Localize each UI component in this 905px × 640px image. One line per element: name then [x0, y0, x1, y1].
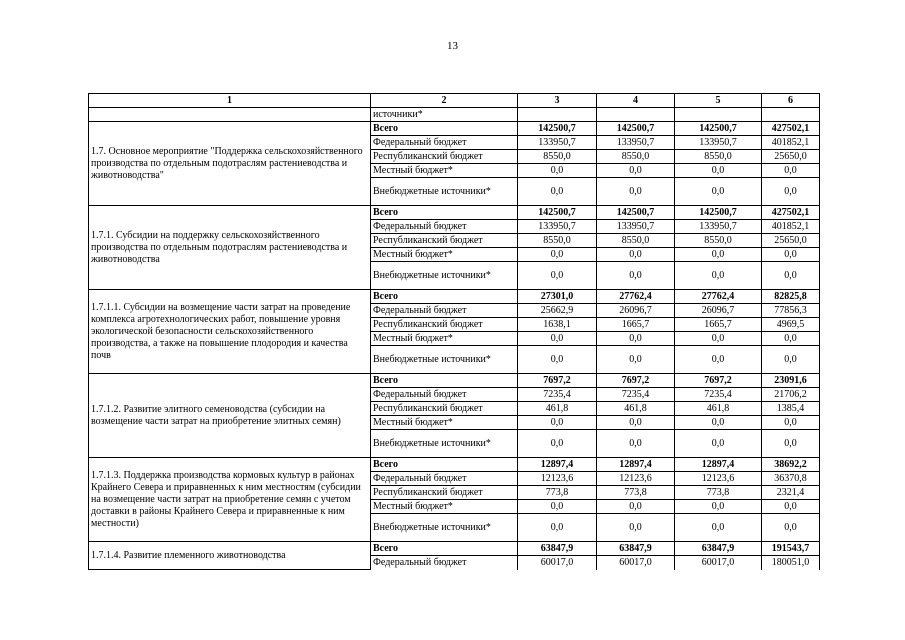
value-cell: 8550,0 [675, 150, 762, 164]
value-cell: 7697,2 [597, 374, 675, 388]
value-cell: 427502,1 [762, 122, 820, 136]
value-cell: 0,0 [762, 164, 820, 178]
value-cell: 0,0 [518, 164, 597, 178]
value-cell: 142500,7 [518, 122, 597, 136]
funding-source-cell: Внебюджетные источники* [371, 514, 518, 542]
value-cell: 0,0 [675, 514, 762, 542]
table-row [89, 122, 820, 136]
value-cell: 27762,4 [675, 290, 762, 304]
value-cell [675, 108, 762, 122]
value-cell: 25662,9 [518, 304, 597, 318]
value-cell: 38692,2 [762, 458, 820, 472]
value-cell: 0,0 [518, 346, 597, 374]
value-cell: 1638,1 [518, 318, 597, 332]
value-cell: 7235,4 [518, 388, 597, 402]
value-cell: 0,0 [675, 178, 762, 206]
activity-name-cell: 1.7.1.3. Поддержка производства кормовых культур в районах Крайнего Севера и приравненных к ним местностям (субсидии на возмещение части затрат на приобретение семян с учетом доставки в районы Крайнего Севера и приравненные к ним местности) [89, 458, 371, 542]
value-cell: 133950,7 [675, 220, 762, 234]
value-cell: 60017,0 [675, 556, 762, 570]
table-row [89, 542, 820, 556]
value-cell [597, 108, 675, 122]
activity-name-cell: 1.7.1. Субсидии на поддержку сельскохозяйственного производства по отдельным подотраслям растениеводства и животноводства [89, 206, 371, 290]
value-cell: 142500,7 [597, 122, 675, 136]
table-body [89, 108, 820, 570]
value-cell: 0,0 [597, 346, 675, 374]
value-cell: 0,0 [762, 500, 820, 514]
value-cell: 0,0 [597, 164, 675, 178]
value-cell: 63847,9 [675, 542, 762, 556]
funding-source-cell: Федеральный бюджет [371, 304, 518, 318]
value-cell: 401852,1 [762, 136, 820, 150]
value-cell: 12123,6 [675, 472, 762, 486]
funding-source-cell: Федеральный бюджет [371, 472, 518, 486]
funding-source-cell: Федеральный бюджет [371, 556, 518, 570]
table-row [89, 290, 820, 304]
funding-source-cell: Местный бюджет* [371, 332, 518, 346]
value-cell: 0,0 [675, 346, 762, 374]
value-cell: 0,0 [597, 514, 675, 542]
value-cell: 1665,7 [597, 318, 675, 332]
funding-source-cell: Федеральный бюджет [371, 220, 518, 234]
value-cell: 133950,7 [518, 136, 597, 150]
funding-source-cell: Республиканский бюджет [371, 486, 518, 500]
value-cell: 133950,7 [518, 220, 597, 234]
value-cell: 21706,2 [762, 388, 820, 402]
funding-source-cell: Местный бюджет* [371, 164, 518, 178]
value-cell: 142500,7 [597, 206, 675, 220]
value-cell: 0,0 [518, 430, 597, 458]
value-cell: 7235,4 [675, 388, 762, 402]
funding-source-cell: Федеральный бюджет [371, 136, 518, 150]
funding-source-cell: Республиканский бюджет [371, 234, 518, 248]
value-cell: 0,0 [762, 346, 820, 374]
column-header: 2 [371, 94, 518, 108]
value-cell: 4969,5 [762, 318, 820, 332]
funding-source-cell: Местный бюджет* [371, 248, 518, 262]
funding-source-cell: Всего [371, 206, 518, 220]
value-cell: 0,0 [762, 178, 820, 206]
value-cell: 773,8 [675, 486, 762, 500]
funding-source-cell: Республиканский бюджет [371, 150, 518, 164]
value-cell: 12897,4 [597, 458, 675, 472]
budget-table [88, 93, 820, 570]
funding-source-cell: Внебюджетные источники* [371, 430, 518, 458]
value-cell: 77856,3 [762, 304, 820, 318]
value-cell: 25650,0 [762, 150, 820, 164]
value-cell: 27301,0 [518, 290, 597, 304]
value-cell: 0,0 [518, 178, 597, 206]
value-cell: 60017,0 [597, 556, 675, 570]
value-cell: 12123,6 [597, 472, 675, 486]
table-row [89, 374, 820, 388]
value-cell: 8550,0 [597, 150, 675, 164]
funding-source-cell: Внебюджетные источники* [371, 346, 518, 374]
activity-name-cell: 1.7.1.1. Субсидии на возмещение части затрат на проведение комплекса агротехнологических работ, повышение уровня экологической безопасности сельскохозяйственного производства, а также на повышение плодородия и качества почв [89, 290, 371, 374]
value-cell: 1665,7 [675, 318, 762, 332]
value-cell: 427502,1 [762, 206, 820, 220]
value-cell: 23091,6 [762, 374, 820, 388]
funding-source-cell: Всего [371, 458, 518, 472]
value-cell: 0,0 [518, 248, 597, 262]
value-cell: 461,8 [518, 402, 597, 416]
header-row [89, 94, 820, 108]
value-cell: 0,0 [518, 416, 597, 430]
value-cell: 12897,4 [675, 458, 762, 472]
column-header: 4 [597, 94, 675, 108]
funding-source-cell: Федеральный бюджет [371, 388, 518, 402]
value-cell: 2321,4 [762, 486, 820, 500]
column-header: 3 [518, 94, 597, 108]
value-cell: 8550,0 [675, 234, 762, 248]
value-cell: 0,0 [762, 332, 820, 346]
activity-name-cell: 1.7.1.4. Развитие племенного животноводства [89, 542, 371, 570]
value-cell: 0,0 [518, 262, 597, 290]
value-cell: 0,0 [597, 248, 675, 262]
value-cell: 0,0 [675, 416, 762, 430]
funding-source-cell: источники* [371, 108, 518, 122]
value-cell: 773,8 [597, 486, 675, 500]
continuation-row [89, 108, 820, 122]
value-cell: 142500,7 [675, 122, 762, 136]
value-cell: 0,0 [675, 262, 762, 290]
value-cell: 191543,7 [762, 542, 820, 556]
funding-source-cell: Местный бюджет* [371, 416, 518, 430]
value-cell: 60017,0 [518, 556, 597, 570]
value-cell: 82825,8 [762, 290, 820, 304]
activity-name-cell: 1.7. Основное мероприятие "Поддержка сельскохозяйственного производства по отдельным подотраслям растениеводства и животноводства" [89, 122, 371, 206]
funding-source-cell: Всего [371, 290, 518, 304]
funding-source-cell: Всего [371, 542, 518, 556]
value-cell: 7697,2 [518, 374, 597, 388]
value-cell: 0,0 [597, 332, 675, 346]
value-cell: 8550,0 [597, 234, 675, 248]
value-cell: 0,0 [518, 332, 597, 346]
value-cell: 12897,4 [518, 458, 597, 472]
value-cell [762, 108, 820, 122]
value-cell: 461,8 [675, 402, 762, 416]
funding-source-cell: Республиканский бюджет [371, 402, 518, 416]
column-header: 6 [762, 94, 820, 108]
value-cell: 0,0 [675, 430, 762, 458]
value-cell: 7235,4 [597, 388, 675, 402]
value-cell: 0,0 [518, 514, 597, 542]
activity-name-cell [89, 108, 371, 122]
value-cell: 0,0 [597, 500, 675, 514]
activity-name-cell: 1.7.1.2. Развитие элитного семеноводства (субсидии на возмещение части затрат на приобретение элитных семян) [89, 374, 371, 458]
value-cell: 133950,7 [675, 136, 762, 150]
value-cell: 0,0 [762, 514, 820, 542]
value-cell: 0,0 [762, 248, 820, 262]
funding-source-cell: Республиканский бюджет [371, 318, 518, 332]
value-cell: 0,0 [762, 430, 820, 458]
value-cell: 27762,4 [597, 290, 675, 304]
value-cell [518, 108, 597, 122]
table-row [89, 206, 820, 220]
page-number: 13 [447, 40, 458, 52]
value-cell: 63847,9 [597, 542, 675, 556]
value-cell: 133950,7 [597, 136, 675, 150]
value-cell: 0,0 [675, 164, 762, 178]
value-cell: 8550,0 [518, 234, 597, 248]
value-cell: 0,0 [597, 430, 675, 458]
value-cell: 142500,7 [518, 206, 597, 220]
value-cell: 461,8 [597, 402, 675, 416]
value-cell: 25650,0 [762, 234, 820, 248]
value-cell: 0,0 [762, 262, 820, 290]
funding-source-cell: Всего [371, 374, 518, 388]
value-cell: 1385,4 [762, 402, 820, 416]
value-cell: 26096,7 [597, 304, 675, 318]
value-cell: 180051,0 [762, 556, 820, 570]
funding-source-cell: Внебюджетные источники* [371, 262, 518, 290]
value-cell: 0,0 [675, 500, 762, 514]
value-cell: 0,0 [762, 416, 820, 430]
value-cell: 401852,1 [762, 220, 820, 234]
funding-source-cell: Всего [371, 122, 518, 136]
value-cell: 0,0 [597, 262, 675, 290]
value-cell: 142500,7 [675, 206, 762, 220]
funding-source-cell: Внебюджетные источники* [371, 178, 518, 206]
value-cell: 7697,2 [675, 374, 762, 388]
value-cell: 773,8 [518, 486, 597, 500]
value-cell: 0,0 [518, 500, 597, 514]
value-cell: 12123,6 [518, 472, 597, 486]
column-header: 1 [89, 94, 371, 108]
value-cell: 0,0 [597, 416, 675, 430]
value-cell: 8550,0 [518, 150, 597, 164]
column-header: 5 [675, 94, 762, 108]
value-cell: 63847,9 [518, 542, 597, 556]
table-row [89, 458, 820, 472]
value-cell: 133950,7 [597, 220, 675, 234]
value-cell: 0,0 [597, 178, 675, 206]
funding-source-cell: Местный бюджет* [371, 500, 518, 514]
value-cell: 26096,7 [675, 304, 762, 318]
value-cell: 36370,8 [762, 472, 820, 486]
value-cell: 0,0 [675, 332, 762, 346]
value-cell: 0,0 [675, 248, 762, 262]
